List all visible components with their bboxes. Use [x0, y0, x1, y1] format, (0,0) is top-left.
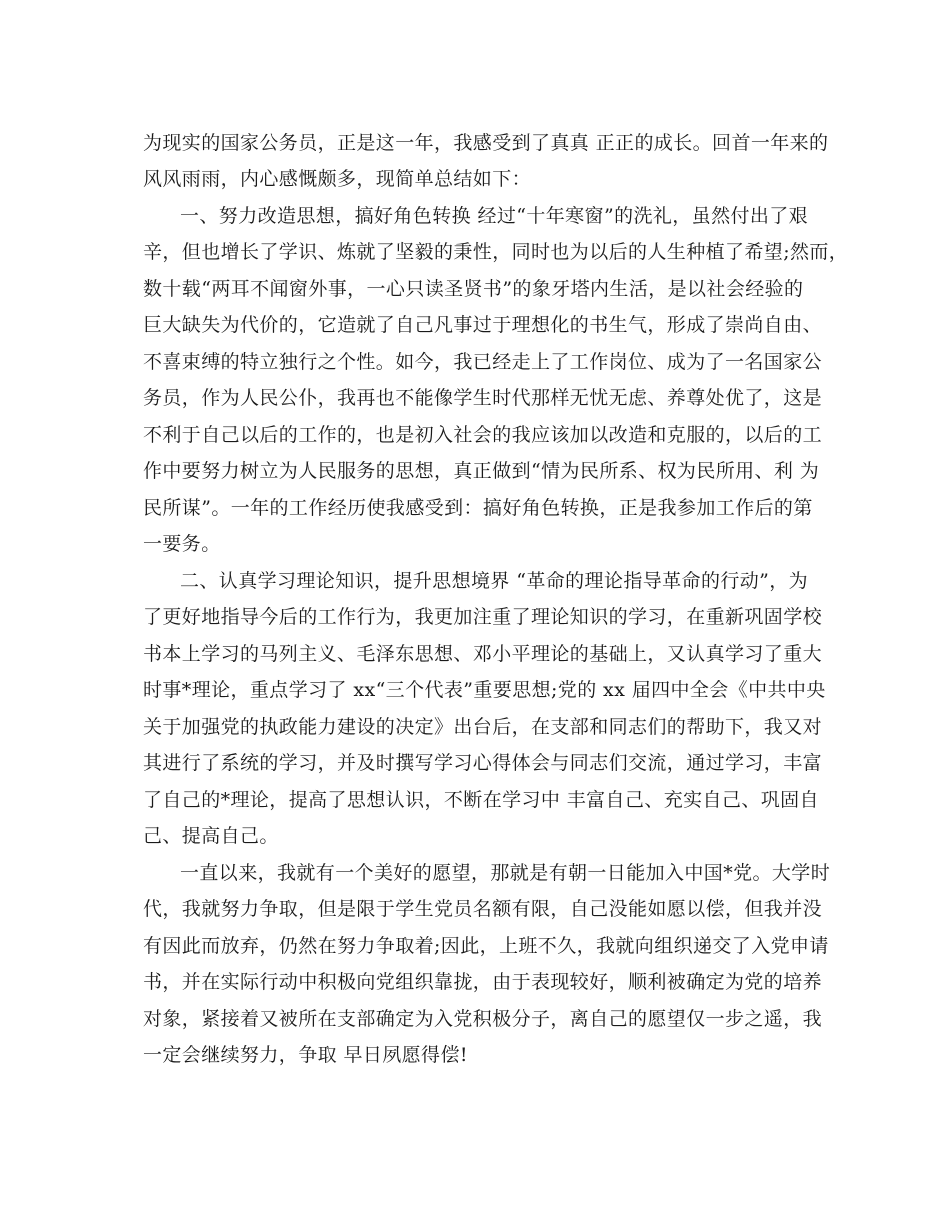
section-heading-line: 二、认真学习理论知识，提升思想境界 “革命的理论指导革命的行动”，为 [180, 570, 809, 592]
paragraph-start-line: 一直以来，我就有一个美好的愿望，那就是有朝一日能加入中国*党。大学时 [180, 862, 831, 884]
text-line: 民所谋”。一年的工作经历使我感受到：搞好角色转换，正是我参加工作后的第 [143, 497, 813, 519]
text-line: 为现实的国家公务员，正是这一年，我感受到了真真 正正的成长。回首一年来的 [143, 132, 829, 154]
text-line: 了自己的*理论，提高了思想认识，不断在学习中 丰富自己、充实自己、巩固自 [143, 789, 819, 811]
text-line: 巨大缺失为代价的，它造就了自己凡事过于理想化的书生气，形成了崇尚自由、 [143, 314, 823, 336]
text-line: 一要务。 [143, 533, 221, 555]
text-line: 代，我就努力争取，但是限于学生党员名额有限，自己没能如愿以偿，但我并没 [143, 898, 823, 920]
text-line: 时事*理论，重点学习了 xx“三个代表”重要思想;党的 xx 届四中全会《中共中央 [143, 679, 826, 701]
text-line: 辛，但也增长了学识、炼就了坚毅的秉性，同时也为以后的人生种植了希望;然而， [143, 241, 849, 263]
text-line: 其进行了系统的学习，并及时撰写学习心得体会与同志们交流，通过学习，丰富 [143, 752, 823, 774]
text-line: 关于加强党的执政能力建设的决定》出台后，在支部和同志们的帮助下，我又对 [143, 716, 823, 738]
text-line: 己、提高自己。 [143, 825, 279, 847]
text-line: 一定会继续努力，争取 早日夙愿得偿! [143, 1044, 468, 1066]
text-line: 不利于自己以后的工作的，也是初入社会的我应该加以改造和克服的，以后的工 [143, 424, 823, 446]
text-line: 了更好地指导今后的工作行为，我更加注重了理论知识的学习，在重新巩固学校 [143, 606, 823, 628]
section-heading-line: 一、努力改造思想，搞好角色转换 经过“十年寒窗”的洗礼，虽然付出了艰 [180, 205, 809, 227]
text-line: 书本上学习的马列主义、毛泽东思想、邓小平理论的基础上，又认真学习了重大 [143, 643, 823, 665]
text-line: 风风雨雨，内心感慨颇多，现简单总结如下： [143, 168, 532, 190]
text-line: 对象，紧接着又被所在支部确定为入党积极分子，离自己的愿望仅一步之遥，我 [143, 1008, 823, 1030]
text-line: 不喜束缚的特立独行之个性。如今，我已经走上了工作岗位、成为了一名国家公 [143, 351, 823, 373]
text-line: 书，并在实际行动中积极向党组织靠拢，由于表现较好，顺利被确定为党的培养 [143, 971, 823, 993]
text-line: 作中要努力树立为人民服务的思想，真正做到“情为民所系、权为民所用、利 为 [143, 460, 820, 482]
text-line: 数十载“两耳不闻窗外事，一心只读圣贤书”的象牙塔内生活，是以社会经验的 [143, 278, 804, 300]
text-line: 务员，作为人民公仆，我再也不能像学生时代那样无忧无虑、养尊处优了，这是 [143, 387, 823, 409]
text-line: 有因此而放弃，仍然在努力争取着;因此，上班不久，我就向组织递交了入党申请 [143, 935, 829, 957]
